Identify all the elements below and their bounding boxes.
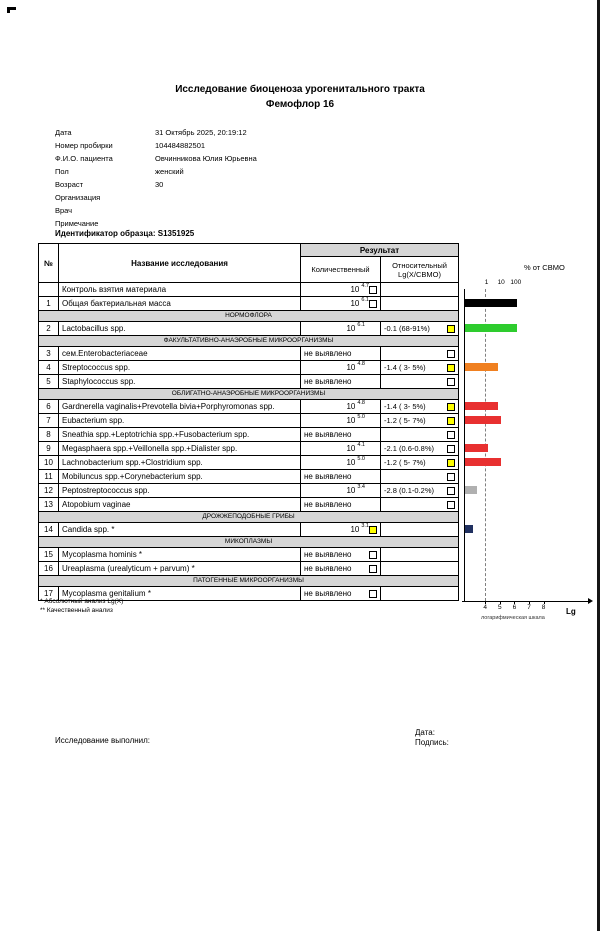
quantitative-cell <box>301 375 381 389</box>
table-row <box>39 322 459 336</box>
patient-field-value: Овчинникова Юлия Юрьевна <box>155 154 257 163</box>
relative-cell <box>381 470 459 484</box>
section-row <box>39 389 459 400</box>
chart-scale-note: логарифмическая шкала <box>481 615 545 621</box>
patient-field-row <box>55 126 257 139</box>
patient-field-row <box>55 165 257 178</box>
percent-tick-label: 1 <box>484 279 489 286</box>
relative-cell <box>381 375 459 389</box>
result-checkbox <box>369 590 377 598</box>
quantitative-cell <box>301 414 381 428</box>
footnote-qualitative-analysis: ** Качественный анализ <box>40 607 113 614</box>
quantitative-value: не выявлено <box>304 377 352 386</box>
row-number-cell: 2 <box>39 322 59 336</box>
quantitative-value: не выявлено <box>304 550 352 559</box>
relative-cell <box>381 414 459 428</box>
patient-field-row <box>55 178 257 191</box>
results-area <box>38 243 595 631</box>
table-row <box>39 347 459 361</box>
patient-field-label: Пол <box>55 167 69 176</box>
row-number-cell: 4 <box>39 361 59 375</box>
test-name-cell: Eubacterium spp. <box>59 414 301 428</box>
quantitative-value: не выявлено <box>304 500 352 509</box>
row-number-cell: 15 <box>39 548 59 562</box>
row-number-cell: 9 <box>39 442 59 456</box>
section-row <box>39 512 459 523</box>
patient-field-label: Номер пробирки <box>55 141 113 150</box>
test-name-cell: Общая бактериальная масса <box>59 297 301 311</box>
result-checkbox <box>447 431 455 439</box>
result-checkbox <box>369 551 377 559</box>
relative-cell <box>381 484 459 498</box>
relative-value: -1.2 ( 5- 7%) <box>384 416 426 425</box>
result-checkbox <box>447 417 455 425</box>
patient-field-row <box>55 152 257 165</box>
test-name-cell: Staphylococcus spp. <box>59 375 301 389</box>
chart-axis-arrow <box>588 598 593 604</box>
relative-cell <box>381 523 459 537</box>
result-checkbox <box>447 325 455 333</box>
lg-tick-label: 5 <box>497 604 502 611</box>
quantitative-cell <box>301 347 381 361</box>
result-checkbox <box>447 473 455 481</box>
quantitative-cell <box>301 548 381 562</box>
quantitative-value: не выявлено <box>304 430 352 439</box>
table-row <box>39 548 459 562</box>
chart-lg-axis-label: Lg <box>566 607 576 616</box>
chart-bar <box>465 525 473 533</box>
table-row <box>39 470 459 484</box>
relative-value: -1.4 ( 3- 5%) <box>384 402 426 411</box>
relative-cell <box>381 498 459 512</box>
col-header-quantitative: Количественный <box>301 257 381 283</box>
footnote-absolute-analysis: * Абсолютный анализ Lg(X) <box>40 598 124 605</box>
result-checkbox <box>447 350 455 358</box>
quantitative-cell <box>301 322 381 336</box>
quantitative-cell <box>301 456 381 470</box>
percent-tick-label: 100 <box>510 279 522 286</box>
result-checkbox <box>369 300 377 308</box>
quantitative-cell <box>301 361 381 375</box>
col-header-num: № <box>39 244 59 283</box>
quantitative-value: не выявлено <box>304 349 352 358</box>
percent-tick-label: 10 <box>497 279 505 286</box>
row-number-cell: 13 <box>39 498 59 512</box>
test-name-cell: Peptostreptococcus spp. <box>59 484 301 498</box>
test-name-cell: Mycoplasma hominis * <box>59 548 301 562</box>
signature-right-column <box>415 728 449 748</box>
quantitative-cell <box>301 297 381 311</box>
table-row <box>39 484 459 498</box>
table-row <box>39 523 459 537</box>
test-name-cell: Контроль взятия материала <box>59 283 301 297</box>
quantitative-value: 10 $^{4.1}$ <box>346 442 365 453</box>
quantitative-cell <box>301 283 381 297</box>
table-row <box>39 297 459 311</box>
section-label: НОРМОФЛОРА <box>39 311 459 322</box>
relative-cell <box>381 428 459 442</box>
patient-field-row <box>55 204 257 217</box>
chart-bar <box>465 402 498 410</box>
quantitative-cell <box>301 442 381 456</box>
quantitative-value: 10 $^{5.0}$ <box>346 414 365 425</box>
row-number-cell <box>39 283 59 297</box>
lg-tick-label: 7 <box>527 604 531 611</box>
table-row <box>39 562 459 576</box>
relative-cell <box>381 361 459 375</box>
relative-value: -1.4 ( 3- 5%) <box>384 363 426 372</box>
relative-cell <box>381 297 459 311</box>
row-number-cell: 7 <box>39 414 59 428</box>
quantitative-value: не выявлено <box>304 589 352 598</box>
sample-id-line <box>55 229 194 238</box>
relative-cell <box>381 283 459 297</box>
result-checkbox <box>447 445 455 453</box>
result-checkbox <box>447 364 455 372</box>
patient-field-label: Врач <box>55 206 73 215</box>
test-name-cell: Sneathia spp.+Leptotrichia spp.+Fusobacterium spp. <box>59 428 301 442</box>
relative-cell <box>381 400 459 414</box>
section-row <box>39 576 459 587</box>
quantitative-value: 10 $^{6.1}$ <box>346 322 365 333</box>
patient-field-value: 30 <box>155 180 164 189</box>
chart-lg-axis-line <box>462 601 588 602</box>
date-label: Дата: <box>415 728 435 737</box>
row-number-cell: 16 <box>39 562 59 576</box>
patient-field-label: Дата <box>55 128 72 137</box>
sign-label: Подпись: <box>415 738 449 747</box>
quantitative-value: 10 $^{3.1}$ <box>350 523 369 534</box>
test-name-cell: Megasphaera spp.+Veillonella spp.+Dialister spp. <box>59 442 301 456</box>
table-row <box>39 283 459 297</box>
patient-info-block <box>55 126 257 230</box>
test-name-cell: Mobiluncus spp.+Corynebacterium spp. <box>59 470 301 484</box>
result-checkbox <box>447 487 455 495</box>
table-row <box>39 375 459 389</box>
quantitative-cell <box>301 498 381 512</box>
test-name-cell: Ureaplasma (urealyticum + parvum) * <box>59 562 301 576</box>
quantitative-value: не выявлено <box>304 564 352 573</box>
test-name-cell: Candida spp. * <box>59 523 301 537</box>
result-checkbox <box>447 378 455 386</box>
test-name-cell: сем.Enterobacteriaceae <box>59 347 301 361</box>
result-checkbox <box>369 286 377 294</box>
quantitative-cell <box>301 428 381 442</box>
chart-percent-axis-label: % от СВМО <box>524 263 565 272</box>
chart-bar <box>465 458 501 466</box>
relative-value: -0.1 (68-91%) <box>384 324 430 333</box>
test-name-cell: Gardnerella vaginalis+Prevotella bivia+Porphyromonas spp. <box>59 400 301 414</box>
relative-cell <box>381 456 459 470</box>
quantitative-cell <box>301 470 381 484</box>
lg-tick-label: 8 <box>541 604 546 611</box>
row-number-cell: 1 <box>39 297 59 311</box>
patient-field-value: 104484882501 <box>155 141 206 150</box>
lg-tick-label: 4 <box>483 604 487 611</box>
test-name-cell: Lactobacillus spp. <box>59 322 301 336</box>
row-number-cell: 5 <box>39 375 59 389</box>
footnotes <box>40 597 123 615</box>
chart-bar <box>465 444 488 452</box>
result-checkbox <box>369 526 377 534</box>
report-subtitle: Фемофлор 16 <box>265 99 335 110</box>
section-row <box>39 537 459 548</box>
test-name-cell: Mycoplasma genitalium * <box>59 587 301 601</box>
row-number-cell: 12 <box>39 484 59 498</box>
result-checkbox <box>447 459 455 467</box>
row-number-cell: 6 <box>39 400 59 414</box>
relative-cell <box>381 442 459 456</box>
section-label: МИКОПЛАЗМЫ <box>39 537 459 548</box>
quantitative-value: 10 $^{4.7}$ <box>350 283 369 294</box>
section-row <box>39 311 459 322</box>
patient-field-value: 31 Октябрь 2025, 20:19:12 <box>155 128 247 137</box>
row-number-cell: 14 <box>39 523 59 537</box>
quantitative-cell <box>301 400 381 414</box>
patient-field-row <box>55 139 257 152</box>
section-label: ПАТОГЕННЫЕ МИКРООРГАНИЗМЫ <box>39 576 459 587</box>
col-header-result: Результат <box>301 244 459 257</box>
table-row <box>39 428 459 442</box>
quantitative-value: 10 $^{4.8}$ <box>346 400 365 411</box>
chart-bar <box>465 324 517 332</box>
quantitative-value: 10 $^{3.4}$ <box>346 484 365 495</box>
result-checkbox <box>447 501 455 509</box>
table-row <box>39 361 459 375</box>
col-header-name: Название исследования <box>59 244 301 283</box>
chart-bar <box>465 416 501 424</box>
section-row <box>39 336 459 347</box>
chart-bar <box>465 299 517 307</box>
quantitative-value: 10 $^{5.0}$ <box>346 456 365 467</box>
col-header-relative: Относительный Lg(X/СВМО) <box>381 257 459 283</box>
result-checkbox <box>447 403 455 411</box>
patient-field-value: женский <box>155 167 184 176</box>
table-row <box>39 442 459 456</box>
table-row <box>39 414 459 428</box>
row-number-cell: 17 <box>39 587 59 601</box>
performed-by-label: Исследование выполнил: <box>55 736 151 745</box>
table-row <box>39 400 459 414</box>
patient-field-row <box>55 191 257 204</box>
table-header-row <box>39 244 459 257</box>
quantitative-cell <box>301 484 381 498</box>
relative-value: -2.8 (0.1-0.2%) <box>384 486 435 495</box>
relative-cell <box>381 322 459 336</box>
result-checkbox <box>369 565 377 573</box>
table-row <box>39 498 459 512</box>
relative-cell <box>381 587 459 601</box>
quantitative-cell <box>301 523 381 537</box>
relative-cell <box>381 548 459 562</box>
section-label: ОБЛИГАТНО-АНАЭРОБНЫЕ МИКРООРГАНИЗМЫ <box>39 389 459 400</box>
row-number-cell: 10 <box>39 456 59 470</box>
patient-field-label: Возраст <box>55 180 84 189</box>
quantitative-value: 10 $^{6.1}$ <box>350 297 369 308</box>
relative-value: -1.2 ( 5- 7%) <box>384 458 426 467</box>
sample-id-label: Идентификатор образца: <box>55 229 156 238</box>
row-number-cell: 11 <box>39 470 59 484</box>
chart-bar <box>465 486 477 494</box>
title-block <box>0 82 600 112</box>
test-name-cell: Lachnobacterium spp.+Clostridium spp. <box>59 456 301 470</box>
sample-id-value: S1351925 <box>157 229 195 238</box>
scan-corner-artifact <box>7 7 16 13</box>
chart-bar <box>465 363 498 371</box>
relative-value: -2.1 (0.6-0.8%) <box>384 444 435 453</box>
quantitative-cell <box>301 562 381 576</box>
report-title: Исследование биоценоза урогенитального тракта <box>175 84 425 95</box>
table-row <box>39 456 459 470</box>
quantitative-value: 10 $^{4.8}$ <box>346 361 365 372</box>
patient-field-label: Примечание <box>55 219 99 228</box>
lg-tick-label: 6 <box>512 604 517 611</box>
row-number-cell: 8 <box>39 428 59 442</box>
relative-cell <box>381 562 459 576</box>
patient-field-label: Ф.И.О. пациента <box>55 154 113 163</box>
section-label: ДРОЖЖЕПОДОБНЫЕ ГРИБЫ <box>39 512 459 523</box>
results-table <box>38 243 459 601</box>
relative-cell <box>381 347 459 361</box>
quantitative-cell <box>301 587 381 601</box>
test-name-cell: Streptococcus spp. <box>59 361 301 375</box>
section-label: ФАКУЛЬТАТИВНО-АНАЭРОБНЫЕ МИКРООРГАНИЗМЫ <box>39 336 459 347</box>
test-name-cell: Atopobium vaginae <box>59 498 301 512</box>
row-number-cell: 3 <box>39 347 59 361</box>
patient-field-label: Организация <box>55 193 101 202</box>
quantitative-value: не выявлено <box>304 472 352 481</box>
